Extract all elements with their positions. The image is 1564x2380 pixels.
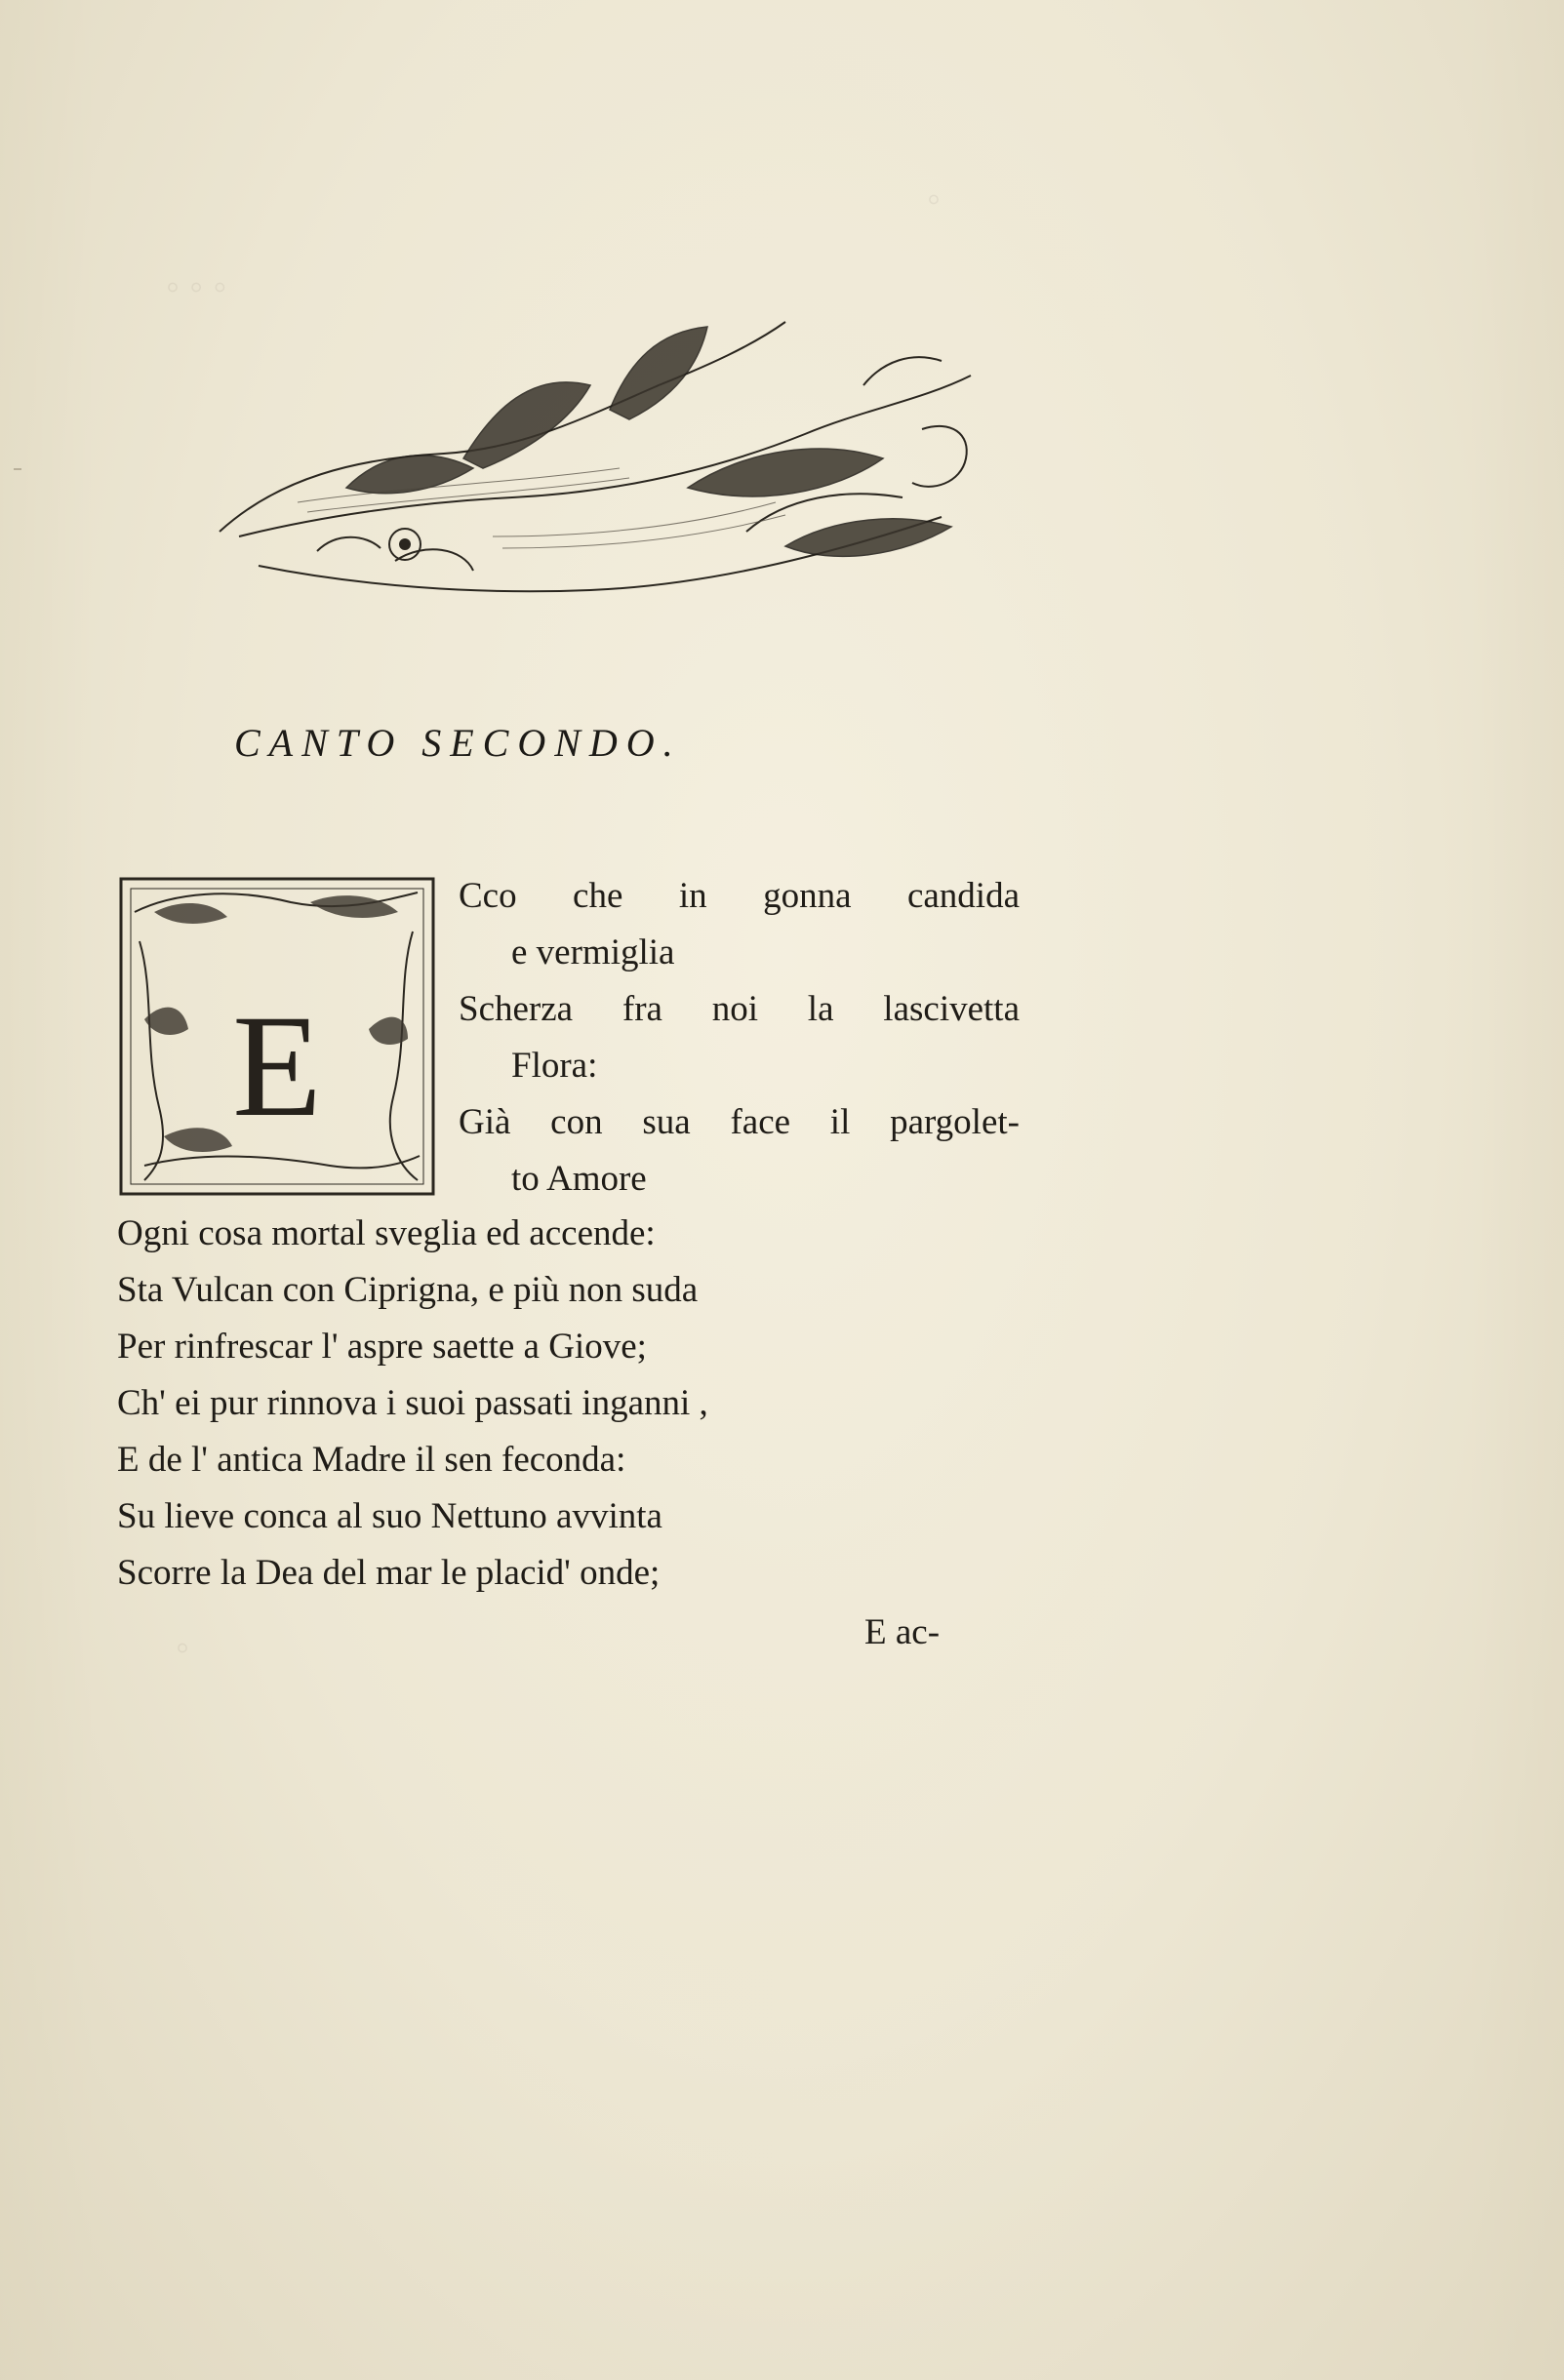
verse-line: Già con sua face il pargolet- <box>459 1102 1020 1142</box>
verse-line: Flora: <box>511 1046 598 1086</box>
opening-lines <box>459 868 1020 1208</box>
verse-line: Cco che in gonna candida <box>459 876 1020 916</box>
verse-line: to Amore <box>511 1159 647 1199</box>
margin-mark <box>14 468 21 470</box>
vine-border <box>144 1156 420 1168</box>
verse-line: Sta Vulcan con Ciprigna, e più non suda <box>117 1270 699 1310</box>
verse-line: e vermiglia <box>511 932 675 972</box>
verse-body <box>117 1206 1024 1602</box>
verse-line: Scherza fra noi la lascivetta <box>459 989 1020 1029</box>
bleed-through-text: ◦ ◦ ◦ <box>166 264 227 308</box>
verse-line: Per rinfrescar l' aspre saette a Giove; <box>117 1327 647 1367</box>
verse-line: Scorre la Dea del mar le placid' onde; <box>117 1553 661 1593</box>
verse-line: Ogni cosa mortal sveglia ed accende: <box>117 1213 656 1253</box>
decorated-initial <box>115 873 439 1200</box>
leaf <box>346 456 473 494</box>
bleed-through-text: ◦ <box>927 177 942 220</box>
verse-line: Su lieve conca al suo Nettuno avvinta <box>117 1496 662 1536</box>
bleed-through-text: ◦ <box>176 1625 190 1669</box>
headpiece-ornament <box>200 293 985 624</box>
vine-border <box>140 941 163 1180</box>
leaf <box>688 449 883 496</box>
drop-cap-letter: E <box>232 985 322 1147</box>
leaf <box>610 327 707 419</box>
verse-line: Ch' ei pur rinnova i suoi passati inganni , <box>117 1383 708 1423</box>
leaf <box>785 519 951 557</box>
leaf <box>463 382 590 468</box>
canto-title: CANTO SECONDO. <box>234 721 682 765</box>
catchword: E ac- <box>864 1612 941 1652</box>
vine-border <box>390 932 418 1180</box>
verse-line: E de l' antica Madre il sen feconda: <box>117 1440 626 1480</box>
